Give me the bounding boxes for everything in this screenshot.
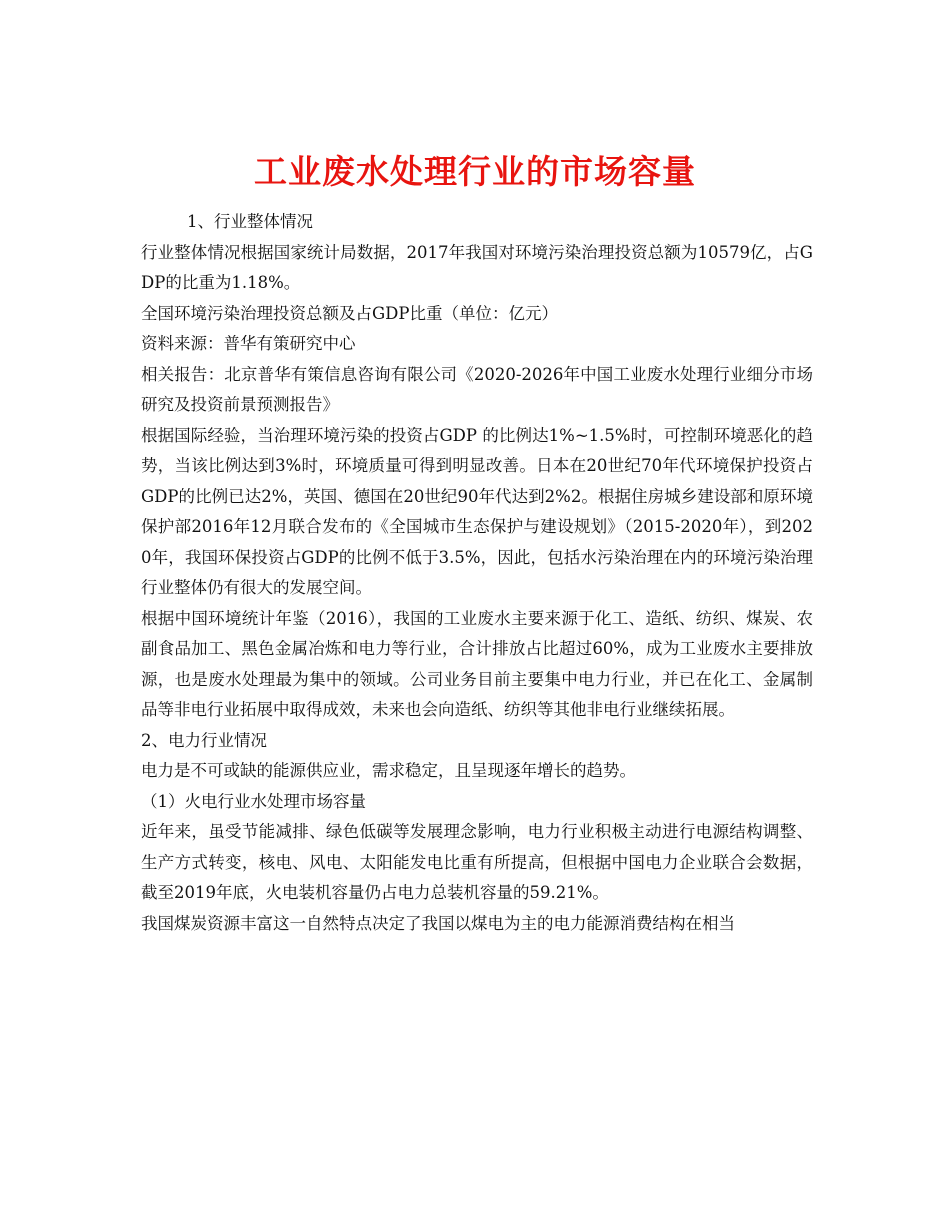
data-source-note: 资料来源：普华有策研究中心 <box>141 334 356 353</box>
paragraph-thermal-power: 近年来，虽受节能减排、绿色低碳等发展理念影响，电力行业积极主动进行电源结构调整、生产方式转变，核电、风电、太阳能发电比重有所提高，但根据中国电力企业联合会数据，截至2019年底，火电装机容量仍占电力总装机容量的59.21%。 <box>141 822 813 902</box>
page-title: 工业废水处理行业的市场容量 <box>254 152 696 192</box>
paragraph-international-experience: 根据国际经验，当治理环境污染的投资占GDP 的比例达1%~1.5%时，可控制环境恶化的趋势，当该比例达到3%时，环境质量可得到明显改善。日本在20世纪70年代环境保护投资占GDP的比例已达2%，英国、德国在20世纪90年代达到2%2。根据住房城乡建设部和原环境保护部2016年12月联合发布的《全国城市生态保护与建设规划》（2015-2020年），到2020年，我国环保投资占GDP的比例不低于3.5%，因此，包括水污染治理在内的环境污染治理行业整体仍有很大的发展空间。 <box>141 425 813 597</box>
section-heading-1: 1、行业整体情况 <box>187 212 313 231</box>
subsection-heading-thermal-power: （1）火电行业水处理市场容量 <box>141 791 366 811</box>
paragraph-coal-resources: 我国煤炭资源丰富这一自然特点决定了我国以煤电为主的电力能源消费结构在相当 <box>141 913 735 933</box>
figure-caption: 全国环境污染治理投资总额及占GDP比重（单位：亿元） <box>141 303 559 323</box>
related-report-note: 相关报告：北京普华有策信息咨询有限公司《2020-2026年中国工业废水处理行业细分市场研究及投资前景预测报告》 <box>141 364 813 414</box>
document-body <box>141 207 813 939</box>
section-heading-2: 2、电力行业情况 <box>141 730 267 750</box>
paragraph-wastewater-sources: 根据中国环境统计年鉴（2016），我国的工业废水主要来源于化工、造纸、纺织、煤炭、农副食品加工、黑色金属冶炼和电力等行业，合计排放占比超过60%，成为工业废水主要排放源，也是废水处理最为集中的领域。公司业务目前主要集中电力行业，并已在化工、金属制品等非电行业拓展中取得成效，未来也会向造纸、纺织等其他非电行业继续拓展。 <box>141 608 813 719</box>
paragraph-power-industry: 电力是不可或缺的能源供应业，需求稳定，且呈现逐年增长的趋势。 <box>141 761 636 780</box>
paragraph-industry-overview: 行业整体情况根据国家统计局数据，2017年我国对环境污染治理投资总额为10579亿，占GDP的比重为1.18%。 <box>141 242 813 292</box>
